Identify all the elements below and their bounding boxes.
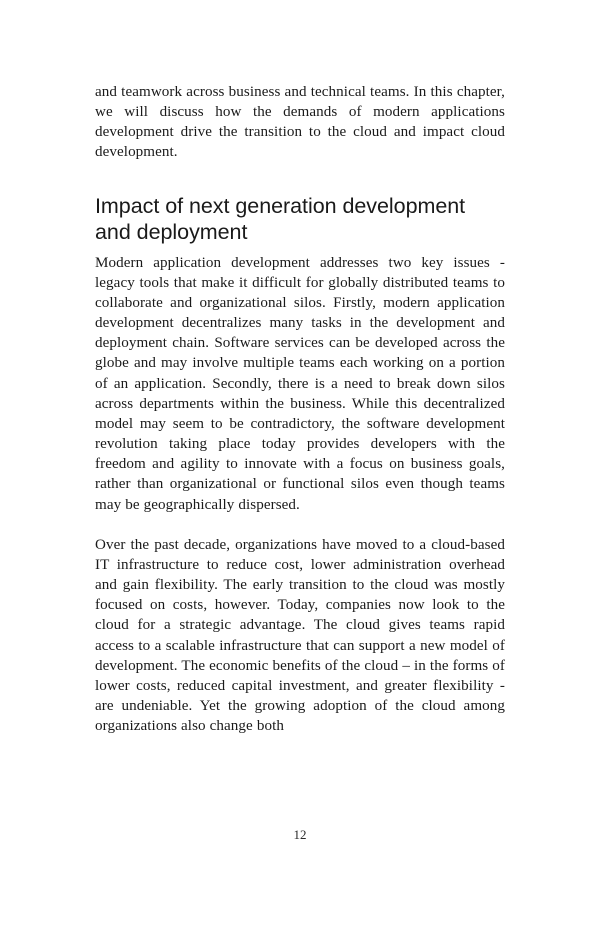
section-heading: Impact of next generation development and deployment (95, 193, 466, 245)
paragraph-past-decade-cloud: Over the past decade, organizations have moved to a cloud-based IT infrastructure to reduce cost, lower administration overhead and gain flexibility. The early transition to the cloud was mostly focused on costs, however. Today, companies now look to the cloud for a strategic advantage. The cloud gives teams rapid access to a scalable infrastructure that can support a new model of development. The economic benefits of the cloud – in the forms of lower costs, reduced capital investment, and greater flexibility - are undeniable. Yet the growing adoption of the cloud among organizations also change both (95, 536, 505, 735)
text-column (95, 82, 505, 736)
page-number: 12 (293, 827, 307, 842)
paragraph-modern-application-development: Modern application development addresses two key issues - legacy tools that make it difficult for globally distributed teams to collaborate and organizational silos. Firstly, modern application development decentralizes many tasks in the development and deployment chain. Software services can be developed across the globe and may involve multiple teams each working on a portion of an application. Secondly, there is a need to break down silos across departments within the business. While this decentralized model may seem to be contradictory, the software development revolution taking place today provides developers with the freedom and agility to innovate with a focus on business goals, rather than organizational or functional silos even though teams may be geographically dispersed. (95, 254, 505, 513)
paragraph-intro: and teamwork across business and technical teams. In this chapter, we will discuss how the demands of modern applications development drive the transition to the cloud and impact cloud development. (95, 84, 505, 161)
